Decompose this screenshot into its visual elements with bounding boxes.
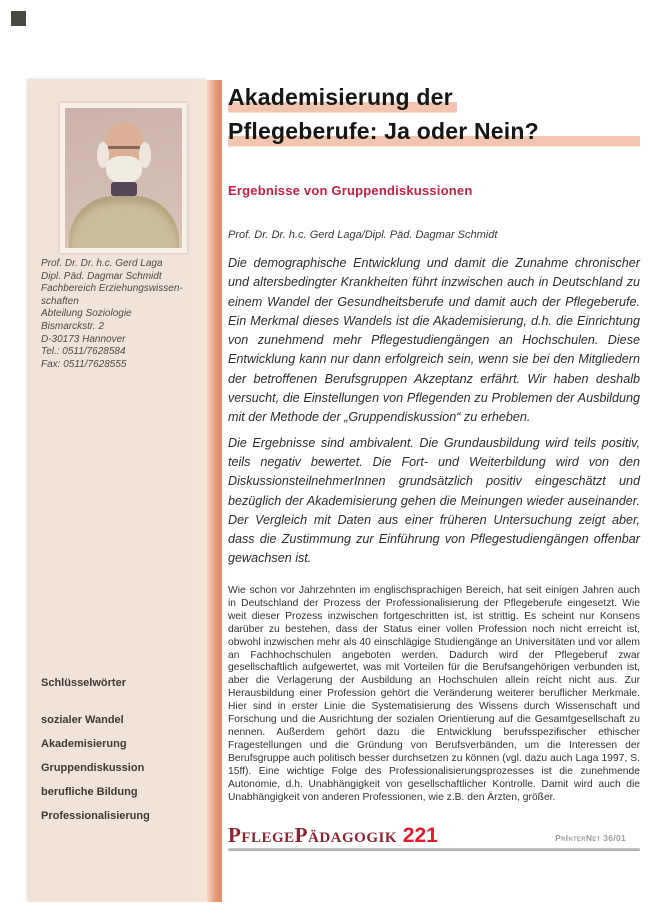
- article-title-line2: Pflegeberufe: Ja oder Nein?: [228, 114, 640, 148]
- contact-line: Tel.: 0511/7628584: [41, 346, 126, 358]
- keywords-heading: Schlüsselwörter: [41, 677, 126, 689]
- keyword-item: Professionalisierung: [41, 810, 150, 822]
- article-body-text: Wie schon vor Jahrzehnten im englischsprachigen Bereich, hat seit einigen Jahren auch in Deutschland der Prozess der Professionalisierung der Pflegeberufe eingesetzt. Wie weit dieser Prozess inzwischen fortgeschritten ist, ist strittig. Es scheint nur Konsens darüber zu bestehen, dass der Status einer vollen Profession noch nicht erreicht ist, obwohl inzwischen mehr als 40 einschlägige Studiengänge an Universitäten und vor allem an Fachhochschulen angeboten werden. Dadurch wird der Pflegeberuf zwar gesellschaftlich aufgewertet, was mit Vorteilen für die Berufsangehörigen verbunden ist, aber die Verlagerung der Ausbildung an Hochschulen allein reicht nicht aus. Zur Herausbildung einer Profession gehört die Veränderung weiterer beruflicher Merkmale. Hier sind in erster Linie die Systematisierung des Wissens durch Wissenschaft und Forschung und die Ausrichtung der sozialen Orientierung auf die Gesamtgesellschaft zu nennen. Außerdem gehört dazu die Entwicklung berufsspezifischer ethischer Fragestellungen und die Gründung von Berufsverbänden, um die Interessen der Berufsgruppe auch politisch besser durchsetzen zu können (vgl. dazu auch Laga 1997, S. 15ff). Eine wichtige Folge des Professionalisierungsprozesses ist die zunehmende Autonomie, d.h. Unabhängigkeit von gesellschaftlicher Kontrolle. Damit wird auch die Unabhängigkeit von anderen Professionen, wie z.B. den Ärzten, größer.: [228, 585, 640, 803]
- article-title-line1: Akademisierung der: [228, 80, 457, 114]
- contact-line: Bismarckstr. 2: [41, 320, 104, 332]
- accent-strip: [207, 80, 222, 902]
- photo-sweater-shape: [69, 196, 179, 253]
- journal-brand: [228, 825, 438, 846]
- journal-brand-name: PflegePädagogik: [228, 823, 398, 847]
- issue-label: PrInterNet 36/01: [555, 833, 626, 843]
- page-number: 221: [402, 824, 438, 847]
- keywords-list: [41, 708, 201, 828]
- keyword-item: sozialer Wandel: [41, 714, 124, 726]
- sidebar-column: [28, 80, 207, 902]
- scan-artifact-mark: [11, 11, 26, 26]
- author-photo: [60, 103, 187, 253]
- article-byline: Prof. Dr. Dr. h.c. Gerd Laga/Dipl. Päd. Dagmar Schmidt: [228, 229, 498, 241]
- footer-rule: [228, 848, 640, 851]
- article-title: [228, 80, 640, 148]
- contact-line: Fachbereich Erziehungswissen-: [41, 283, 183, 295]
- article-column: [228, 80, 640, 847]
- keyword-item: berufliche Bildung: [41, 786, 138, 798]
- contact-line: Fax: 0511/7628555: [41, 358, 127, 370]
- contact-line: schaften: [41, 295, 79, 307]
- contact-line: Prof. Dr. Dr. h.c. Gerd Laga: [41, 258, 163, 269]
- author-contact-block: [41, 258, 201, 371]
- contact-line: Abteilung Soziologie: [41, 308, 132, 320]
- article-abstract: [228, 254, 640, 575]
- contact-line: Dipl. Päd. Dagmar Schmidt: [41, 270, 162, 282]
- keyword-item: Gruppendiskussion: [41, 762, 145, 774]
- contact-line: D-30173 Hannover: [41, 333, 126, 345]
- photo-glasses-shape: [108, 146, 140, 149]
- keyword-item: Akademisierung: [41, 738, 127, 750]
- photo-beard-shape: [106, 156, 142, 184]
- article-subtitle: Ergebnisse von Gruppendiskussionen: [228, 183, 473, 198]
- page-footer: [228, 821, 640, 851]
- abstract-paragraph: Die Ergebnisse sind ambivalent. Die Grundausbildung wird teils positiv, teils negativ bewertet. Die Fort- und Weiterbildung wird von den DiskussionsteilnehmerInnen grundsätzlich positiv eingeschätzt und bezüglich der Akademisierung gehen die Meinungen wieder auseinander. Der Vergleich mit Daten aus einer früheren Untersuchung zeigt aber, dass die Zustimmung zur Einführung von Pflegestudiengängen offenbar gewachsen ist.: [228, 435, 640, 566]
- abstract-paragraph: Die demographische Entwicklung und damit die Zunahme chronischer und altersbedingter Krankheiten führt inzwischen auch in Deutschland zu einem Wandel der Gesundheitsberufe und damit auch der Pflegeberufe. Ein Merkmal dieses Wandels ist die Akademisierung, d.h. die Einrichtung von zunehmend mehr Pflegestudiengängen an Hochschulen. Diese Entwicklung kann nur dann erfolgreich sein, wenn sie bei den Mitgliedern der betroffenen Berufsgruppen Akzeptanz erfährt. Wir haben deshalb versucht, die Einstellungen von Pflegenden zu Problemen der Ausbildung mit der Methode der „Gruppendiskussion“ zu erheben.: [228, 256, 640, 425]
- photo-collar-shape: [111, 182, 137, 196]
